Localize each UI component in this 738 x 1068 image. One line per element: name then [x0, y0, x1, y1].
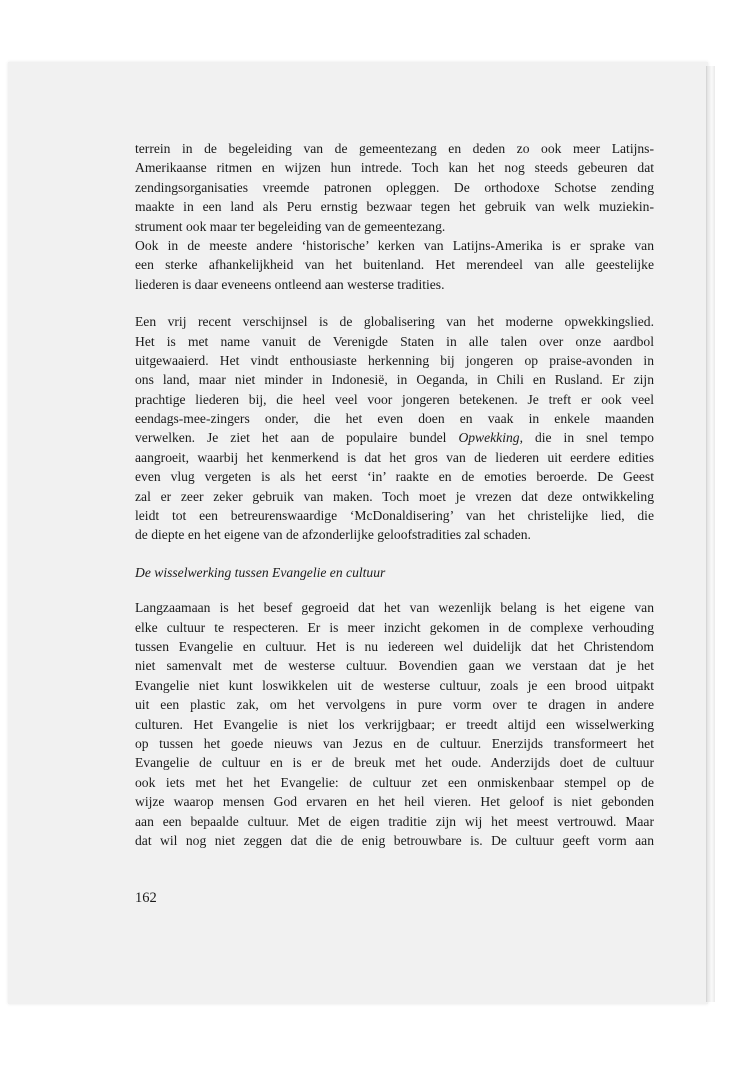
text-line: op tussen het goede nieuws van Jezus en de cultuur. Enerzijds transformeert het [135, 735, 654, 751]
text-line: Evangelie niet kunt loswikkelen uit de westerse cultuur, zoals je een brood uitpakt [135, 677, 654, 693]
paragraph [135, 312, 654, 545]
text-line: een sterke afhankelijkheid van het buitenland. Het merendeel van alle geestelijke [135, 257, 654, 273]
text-line: Het is met name vanuit de Verenigde Staten in alle talen over onze aardbol [135, 333, 654, 349]
text-line: terrein in de begeleiding van de gemeentezang en deden zo ook meer Latijns- [135, 141, 654, 156]
book-title: Opwekking [458, 430, 520, 446]
text-line: ook iets met het het Evangelie: de cultuur zet een onmiskenbaar stempel op de [135, 774, 654, 790]
text-line: ons land, maar niet minder in Indonesië, in Oeganda, in Chili en Rusland. Er zijn [135, 372, 654, 388]
paragraph [135, 598, 654, 850]
section-heading: De wisselwerking tussen Evangelie en cultuur [135, 564, 386, 580]
text-line: Evangelie de cultuur en is er de breuk met het oude. Anderzijds doet de cultuur [135, 755, 654, 771]
text-line: de diepte en het eigene van de afzonderlijke geloofstradities zal schaden. [135, 527, 531, 543]
text-fragment: , die in snel tempo [519, 430, 654, 446]
text-line: strument ook maar ter begeleiding van de gemeentezang. [135, 218, 446, 234]
text-line: leidt tot een betreurenswaardige ‘McDonaldisering’ van het christelijke lied, die [135, 508, 654, 524]
text-line: Langzaamaan is het besef gegroeid dat het van wezenlijk belang is het eigene van [135, 600, 654, 616]
text-line: even vlug vergeten is als het eerst ‘in’ raakte en de emoties beroerde. De Geest [135, 469, 654, 485]
text-line: uitgewaaierd. Het vindt enthousiaste herkenning bij jongeren op praise-avonden in [135, 352, 654, 368]
text-line: aangroeit, waarbij het kenmerkend is dat het gros van de liederen uit eerdere edities [135, 449, 654, 465]
text-line: Ook in de meeste andere ‘historische’ kerken van Latijns-Amerika is er sprake van [135, 237, 654, 253]
text-line: zal er zeer zeker gebruik van maken. Toch moet je vrezen dat deze ontwikkeling [135, 488, 654, 504]
page-number: 162 [135, 890, 157, 906]
text-line: aan een bepaalde cultuur. Met de eigen traditie zijn wij het meest vertrouwd. Maar [135, 813, 654, 829]
text-line: eendags-mee-zingers onder, die het even doen en vaak in enkele maanden [135, 411, 654, 427]
text-line [135, 428, 654, 447]
text-line: liederen is daar eveneens ontleend aan westerse tradities. [135, 276, 445, 292]
text-line: dat wil nog niet zeggen dat die de enig betrouwbare is. De cultuur geeft vorm aan [135, 832, 654, 848]
text-line: prachtige liederen bij, die heel veel voor jongeren betekenen. Je treft er ook veel [135, 391, 654, 407]
text-line: maakte in een land als Peru ernstig bezwaar tegen het gebruik van welk muziekin- [135, 199, 654, 215]
text-line: elke cultuur te respecteren. Er is meer inzicht gekomen in de complexe verhouding [135, 619, 654, 635]
page-edge [706, 66, 715, 1002]
text-fragment: verwelken. Je ziet het aan de populaire bundel [135, 430, 447, 446]
paragraph [135, 139, 654, 294]
text-line: niet samenvalt met de westerse cultuur. Bovendien gaan we verstaan dat je het [135, 658, 654, 674]
text-line: tussen Evangelie en cultuur. Het is nu iedereen wel duidelijk dat het Christendom [135, 638, 654, 654]
text-line: culturen. Het Evangelie is niet los verkrijgbaar; er treedt altijd een wisselwerking [135, 716, 654, 732]
text-line: uit een plastic zak, om het vervolgens in pure vorm over te dragen in andere [135, 697, 654, 713]
text-line: Amerikaanse ritmen en wijzen hun intrede. Toch kan het nog steeds gebeuren dat [135, 160, 654, 176]
body-text [135, 139, 654, 850]
text-line: wijze waarop mensen God ervaren en het heil vieren. Het geloof is niet gebonden [135, 794, 654, 810]
text-line: zendingsorganisaties vreemde patronen opleggen. De orthodoxe Schotse zending [135, 179, 654, 195]
text-line: Een vrij recent verschijnsel is de globalisering van het moderne opwekkingslied. [135, 314, 654, 330]
